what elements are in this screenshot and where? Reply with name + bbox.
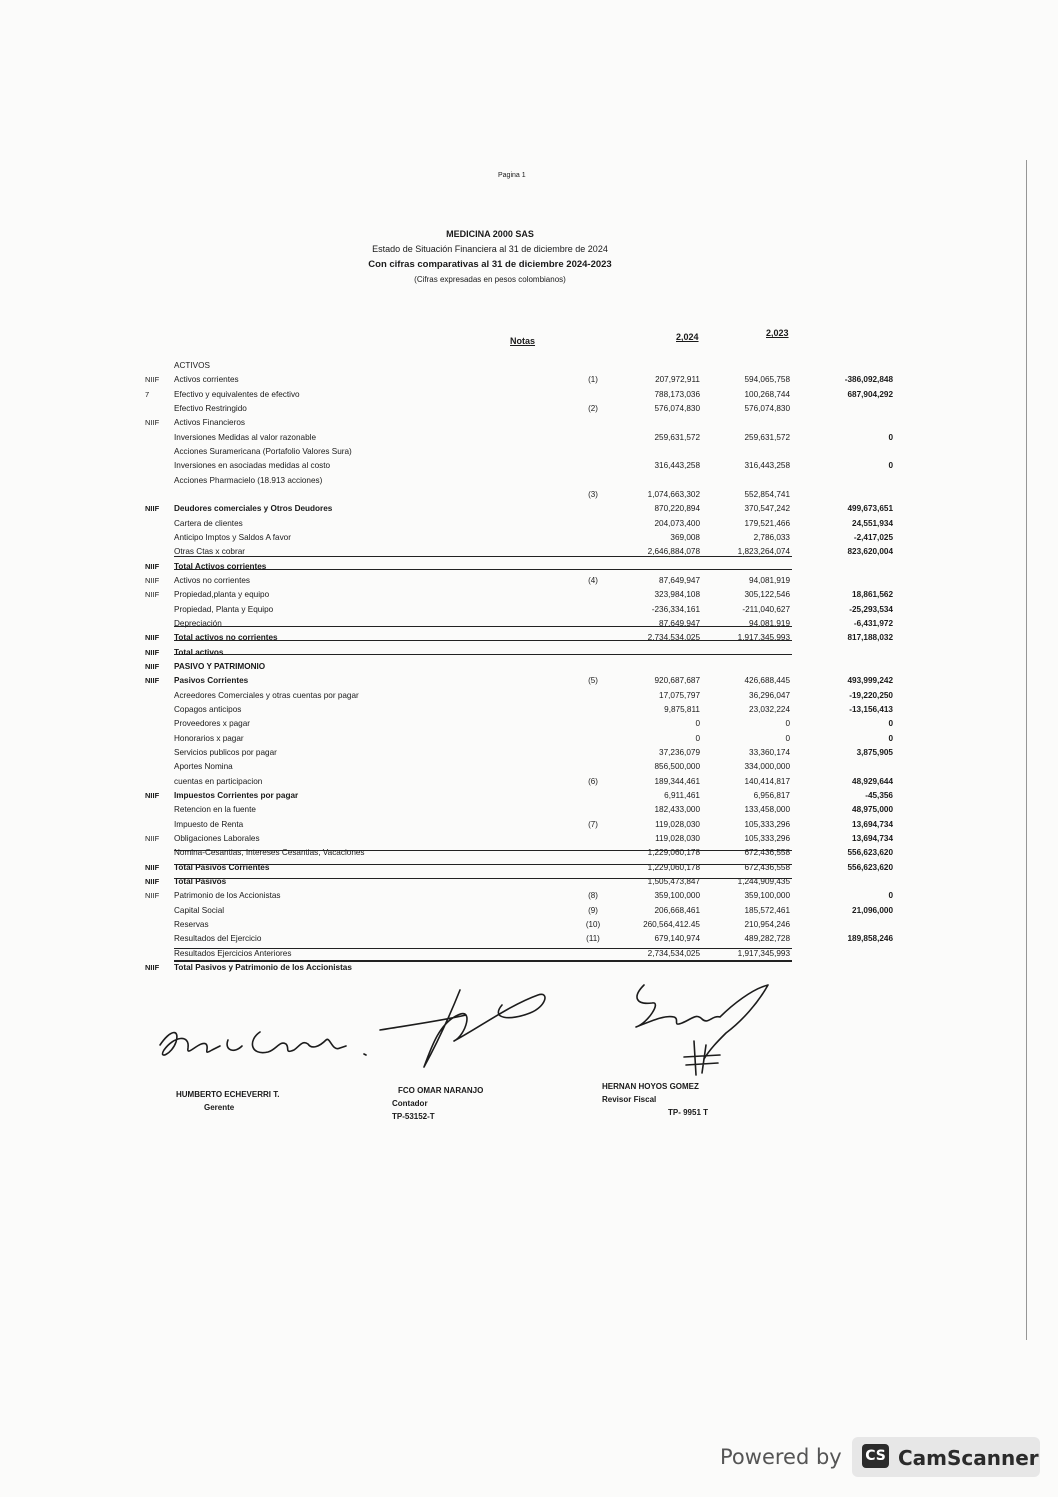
table-row xyxy=(0,762,1058,776)
row-note-ref: (8) xyxy=(588,891,598,901)
row-value-2024: 1,505,473,847 xyxy=(647,876,700,886)
row-note-ref: (11) xyxy=(586,934,600,944)
rule-subtotal xyxy=(174,626,792,627)
row-label: Total Pasivos Corrientes xyxy=(174,862,270,872)
row-variation: 21,096,000 xyxy=(852,905,893,915)
row-variation: 0 xyxy=(888,891,893,901)
row-value-2023: 0 xyxy=(785,733,790,743)
table-row xyxy=(0,504,1058,518)
row-label: Nomina-Cesantias, Intereses Cesantias, Vacaciones xyxy=(174,848,365,858)
row-label: Otras Ctas x cobrar xyxy=(174,547,245,557)
row-value-2023: 33,360,174 xyxy=(749,747,790,757)
row-value-2023: 0 xyxy=(785,719,790,729)
row-value-2024: 1,229,060,178 xyxy=(647,862,700,872)
row-value-2024: 576,074,830 xyxy=(654,404,700,413)
row-label: Total Pasivos xyxy=(174,876,227,886)
row-note-ref: (4) xyxy=(588,576,598,585)
row-label: cuentas en participacion xyxy=(174,776,263,786)
row-niif-tag: NIIF xyxy=(145,576,160,585)
row-value-2023: 576,074,830 xyxy=(744,404,790,413)
row-niif-tag: 7 xyxy=(145,389,150,399)
row-value-2024: 182,433,000 xyxy=(654,805,700,815)
signatory-name: HERNAN HOYOS GOMEZ xyxy=(602,1082,699,1091)
powered-by-label: Powered by xyxy=(720,1445,842,1469)
row-value-2024: 119,028,030 xyxy=(655,819,700,829)
row-label: Obligaciones Laborales xyxy=(174,833,260,843)
table-row xyxy=(0,533,1058,547)
row-note-ref: (7) xyxy=(588,819,598,829)
row-value-2023: 105,333,296 xyxy=(744,833,790,843)
row-niif-tag: NIIF xyxy=(145,633,160,643)
row-variation: 687,904,292 xyxy=(847,389,893,399)
row-label: Depreciación xyxy=(174,618,222,628)
row-value-2023: 100,268,744 xyxy=(744,389,790,399)
row-label: Servicios publicos por pagar xyxy=(174,747,277,757)
row-niif-tag: NIIF xyxy=(145,561,160,571)
row-value-2024: 359,100,000 xyxy=(654,891,700,901)
row-variation: 48,975,000 xyxy=(852,805,893,815)
row-label: Capital Social xyxy=(174,905,225,915)
row-value-2024: 189,344,461 xyxy=(654,776,700,786)
row-variation: -2,417,025 xyxy=(853,533,893,542)
row-value-2024: 369,008 xyxy=(670,533,700,542)
row-note-ref: (5) xyxy=(588,676,598,686)
signatory-name: FCO OMAR NARANJO xyxy=(398,1086,484,1095)
row-label: ACTIVOS xyxy=(174,361,210,370)
row-variation: 189,858,246 xyxy=(847,934,893,944)
row-value-2024: 323,984,108 xyxy=(654,590,700,600)
row-variation: 0 xyxy=(888,733,893,743)
table-row xyxy=(0,418,1058,432)
table-row xyxy=(0,605,1058,619)
statement-title: Estado de Situación Financiera al 31 de diciembre de 2024 xyxy=(372,244,608,254)
row-niif-tag: NIIF xyxy=(145,647,160,657)
row-label: Deudores comerciales y Otros Deudores xyxy=(174,504,333,514)
table-row xyxy=(0,676,1058,690)
signatory-revisor xyxy=(602,1082,708,1117)
row-value-2024: 260,564,412.45 xyxy=(643,919,700,929)
table-row xyxy=(0,719,1058,733)
signatory-role: Revisor Fiscal xyxy=(602,1095,657,1104)
table-row xyxy=(0,662,1058,676)
row-variation: 0 xyxy=(888,461,893,471)
row-label: Acciones Suramericana (Portafolio Valores Sura) xyxy=(174,447,352,456)
row-label: Impuestos Corrientes por pagar xyxy=(174,790,299,800)
column-header-2023: 2,023 xyxy=(766,328,789,338)
table-row xyxy=(0,805,1058,819)
row-value-2023: 185,572,461 xyxy=(744,905,790,915)
row-label: Copagos anticipos xyxy=(174,704,242,714)
row-variation: -386,092,848 xyxy=(844,375,893,385)
rule-subtotal xyxy=(174,556,792,557)
table-row xyxy=(0,820,1058,834)
row-value-2024: 870,220,894 xyxy=(654,504,700,514)
table-row xyxy=(0,375,1058,389)
row-variation: 493,999,242 xyxy=(847,676,893,686)
table-row xyxy=(0,447,1058,461)
row-value-2023: 370,547,242 xyxy=(744,504,790,514)
row-variation: 817,188,032 xyxy=(847,633,893,643)
table-row xyxy=(0,576,1058,590)
row-note-ref: (1) xyxy=(588,375,598,385)
row-variation: -45,356 xyxy=(865,790,893,800)
row-value-2023: 305,122,546 xyxy=(744,590,790,600)
row-label: PASIVO Y PATRIMONIO xyxy=(174,661,266,671)
row-value-2024: 920,687,687 xyxy=(654,676,700,686)
table-row xyxy=(0,777,1058,791)
row-value-2023: 1,244,909,435 xyxy=(737,876,790,886)
signature-revisor xyxy=(622,975,782,1080)
row-label: Resultados Ejercicios Anteriores xyxy=(174,948,292,958)
row-label: Activos Financieros xyxy=(174,418,245,428)
row-variation: 0 xyxy=(888,432,893,442)
row-variation: 48,929,644 xyxy=(852,776,893,786)
row-note-ref: (3) xyxy=(588,490,598,499)
row-label: Total Activos corrientes xyxy=(174,561,267,571)
row-label: Cartera de clientes xyxy=(174,518,243,528)
row-label: Retencion en la fuente xyxy=(174,805,256,815)
table-row xyxy=(0,891,1058,905)
row-variation: 556,623,620 xyxy=(847,848,893,858)
row-variation: 0 xyxy=(888,719,893,729)
row-value-2023: 6,956,817 xyxy=(753,790,790,800)
row-value-2024: 2,734,534,025 xyxy=(647,633,700,643)
signatory-name: HUMBERTO ECHEVERRI T. xyxy=(176,1090,280,1099)
row-value-2024: 37,236,079 xyxy=(659,747,700,757)
row-value-2024: 17,075,797 xyxy=(659,690,700,700)
row-value-2023: 140,414,817 xyxy=(744,776,790,786)
row-label: Resultados del Ejercicio xyxy=(174,934,262,944)
row-value-2024: 2,734,534,025 xyxy=(647,948,700,958)
table-row xyxy=(0,390,1058,404)
row-value-2024: 87,649,947 xyxy=(659,618,700,628)
row-label: Proveedores x pagar xyxy=(174,719,251,729)
row-value-2023: -211,040,627 xyxy=(742,604,790,614)
row-label: Total activos xyxy=(174,647,224,657)
row-value-2024: 788,173,036 xyxy=(654,389,700,399)
row-value-2023: 594,065,758 xyxy=(744,375,790,385)
table-row xyxy=(0,590,1058,604)
row-value-2024: 119,028,030 xyxy=(655,833,700,843)
row-niif-tag: NIIF xyxy=(145,862,160,872)
rule-subtotal xyxy=(174,850,792,851)
row-variation: 13,694,734 xyxy=(852,833,893,843)
row-variation: 24,551,934 xyxy=(852,518,893,528)
row-value-2024: 87,649,947 xyxy=(659,576,700,585)
table-row xyxy=(0,834,1058,848)
row-value-2023: 94,081,919 xyxy=(749,576,790,585)
rule-subtotal xyxy=(174,654,792,655)
table-row xyxy=(0,934,1058,948)
row-value-2023: 36,296,047 xyxy=(749,690,790,700)
row-variation: 823,620,004 xyxy=(847,547,893,557)
signatory-role: Contador xyxy=(392,1099,428,1108)
row-value-2023: 179,521,466 xyxy=(744,518,790,528)
row-niif-tag: NIIF xyxy=(145,676,160,686)
row-niif-tag: NIIF xyxy=(145,962,160,972)
signatory-tp: TP-53152-T xyxy=(392,1112,435,1121)
row-label: Activos no corrientes xyxy=(174,576,250,585)
row-value-2023: 672,436,558 xyxy=(744,848,790,858)
row-value-2023: 259,631,572 xyxy=(744,432,790,442)
row-value-2023: 359,100,000 xyxy=(744,891,790,901)
row-value-2023: 210,954,246 xyxy=(744,919,790,929)
table-row xyxy=(0,404,1058,418)
row-note-ref: (9) xyxy=(588,905,598,915)
row-niif-tag: NIIF xyxy=(145,418,160,428)
row-value-2024: 206,668,461 xyxy=(654,905,700,915)
row-value-2024: 259,631,572 xyxy=(654,432,700,442)
table-row xyxy=(0,476,1058,490)
row-value-2024: 0 xyxy=(695,719,700,729)
row-variation: -13,156,413 xyxy=(849,704,893,714)
table-row xyxy=(0,920,1058,934)
row-value-2023: 94,081,919 xyxy=(749,618,790,628)
row-label: Aportes Nomina xyxy=(174,762,233,772)
row-variation: 3,875,905 xyxy=(856,747,893,757)
signatory-gerente xyxy=(176,1090,279,1112)
row-value-2023: 672,436,558 xyxy=(744,862,790,872)
row-note-ref: (6) xyxy=(588,776,598,786)
row-value-2023: 133,458,000 xyxy=(744,805,790,815)
row-variation: -6,431,972 xyxy=(853,618,893,628)
row-value-2024: 856,500,000 xyxy=(654,762,700,772)
row-variation: 499,673,651 xyxy=(847,504,893,514)
row-value-2024: 2,646,884,078 xyxy=(647,547,700,557)
rule-subtotal xyxy=(174,569,792,570)
row-label: Impuesto de Renta xyxy=(174,819,244,829)
row-niif-tag: NIIF xyxy=(145,790,160,800)
row-niif-tag: NIIF xyxy=(145,590,160,600)
rule-subtotal xyxy=(174,878,792,879)
camscanner-brand: CamScanner xyxy=(898,1446,1039,1470)
row-value-2023: 1,823,264,074 xyxy=(737,547,790,557)
row-value-2023: 426,688,445 xyxy=(744,676,790,686)
row-note-ref: (10) xyxy=(585,919,601,929)
table-row xyxy=(0,691,1058,705)
row-label: Activos corrientes xyxy=(174,375,239,385)
table-row xyxy=(0,433,1058,447)
statement-subtitle: Con cifras comparativas al 31 de diciembre 2024-2023 xyxy=(368,259,612,270)
signatory-contador xyxy=(392,1086,483,1121)
column-header-2024: 2,024 xyxy=(676,332,699,342)
table-row xyxy=(0,519,1058,533)
row-value-2024: 679,140,974 xyxy=(654,934,700,944)
rule-subtotal xyxy=(174,640,792,641)
row-value-2024: 9,875,811 xyxy=(664,704,700,714)
table-row xyxy=(0,791,1058,805)
row-variation: 556,623,620 xyxy=(847,862,893,872)
row-value-2024: 6,911,461 xyxy=(664,790,700,800)
row-value-2023: 2,786,033 xyxy=(753,533,790,542)
row-label: Inversiones Medidas al valor razonable xyxy=(174,432,316,442)
table-row xyxy=(0,547,1058,561)
row-label: Anticipo Imptos y Saldos A favor xyxy=(174,533,291,542)
rule-subtotal xyxy=(174,864,792,865)
row-label: Total Pasivos y Patrimonio de los Accionistas xyxy=(174,962,352,972)
row-niif-tag: NIIF xyxy=(145,661,160,671)
signatory-tp: TP- 9951 T xyxy=(668,1108,709,1117)
row-label: Inversiones en asociadas medidas al costo xyxy=(174,461,331,471)
row-label: Pasivos Corrientes xyxy=(174,676,249,686)
row-label: Acciones Pharmacielo (18.913 acciones) xyxy=(174,475,323,485)
row-variation: 13,694,734 xyxy=(852,819,893,829)
row-niif-tag: NIIF xyxy=(145,876,160,886)
row-label: Reservas xyxy=(174,919,209,929)
table-row xyxy=(0,461,1058,475)
row-variation: -25,293,534 xyxy=(849,604,893,614)
row-value-2023: 105,333,296 xyxy=(744,819,790,829)
table-row xyxy=(0,705,1058,719)
row-niif-tag: NIIF xyxy=(145,891,160,901)
row-value-2023: 1,917,345,993 xyxy=(737,948,790,958)
row-note-ref: (2) xyxy=(588,404,598,413)
table-row xyxy=(0,734,1058,748)
row-label: Efectivo y equivalentes de efectivo xyxy=(174,389,300,399)
company-name: MEDICINA 2000 SAS xyxy=(446,229,534,239)
row-value-2023: 552,854,741 xyxy=(744,490,790,499)
row-value-2024: 1,229,060,178 xyxy=(647,848,700,858)
rule-total xyxy=(174,960,792,962)
rule-subtotal xyxy=(174,948,792,949)
table-row xyxy=(0,361,1058,375)
row-niif-tag: NIIF xyxy=(145,504,160,514)
signatory-role: Gerente xyxy=(204,1103,235,1112)
row-label: Total activos no corrientes xyxy=(174,633,278,643)
row-niif-tag: NIIF xyxy=(145,375,160,385)
row-label: Patrimonio de los Accionistas xyxy=(174,891,281,901)
row-value-2023: 489,282,728 xyxy=(744,934,790,944)
row-label: Efectivo Restringido xyxy=(174,404,247,413)
row-value-2023: 334,000,000 xyxy=(744,762,790,772)
signature-contador xyxy=(370,975,560,1075)
table-row xyxy=(0,906,1058,920)
currency-note: (Cifras expresadas en pesos colombianos) xyxy=(414,275,566,284)
camscanner-logo-icon: CS xyxy=(862,1444,889,1468)
signature-gerente xyxy=(150,1010,390,1070)
row-label: Honorarios x pagar xyxy=(174,733,244,743)
row-variation: -19,220,250 xyxy=(849,690,893,700)
row-variation: 18,861,562 xyxy=(852,590,893,600)
row-value-2024: 0 xyxy=(695,733,700,743)
table-row xyxy=(0,748,1058,762)
column-header-notas: Notas xyxy=(510,336,536,346)
row-niif-tag: NIIF xyxy=(145,833,160,843)
table-row xyxy=(0,490,1058,504)
row-label: Acreedores Comerciales y otras cuentas por pagar xyxy=(174,690,359,700)
row-label: Propiedad,planta y equipo xyxy=(174,590,270,600)
row-value-2023: 316,443,258 xyxy=(744,461,790,471)
row-value-2024: 316,443,258 xyxy=(654,461,700,471)
row-value-2024: -236,334,161 xyxy=(651,604,700,614)
row-label: Propiedad, Planta y Equipo xyxy=(174,604,274,614)
row-value-2024: 1,074,663,302 xyxy=(647,490,700,499)
row-value-2023: 23,032,224 xyxy=(749,704,790,714)
row-value-2024: 207,972,911 xyxy=(655,375,700,385)
row-value-2023: 1,917,345,993 xyxy=(737,633,790,643)
row-value-2024: 204,073,400 xyxy=(654,518,700,528)
page-number: Pagina 1 xyxy=(498,172,526,179)
